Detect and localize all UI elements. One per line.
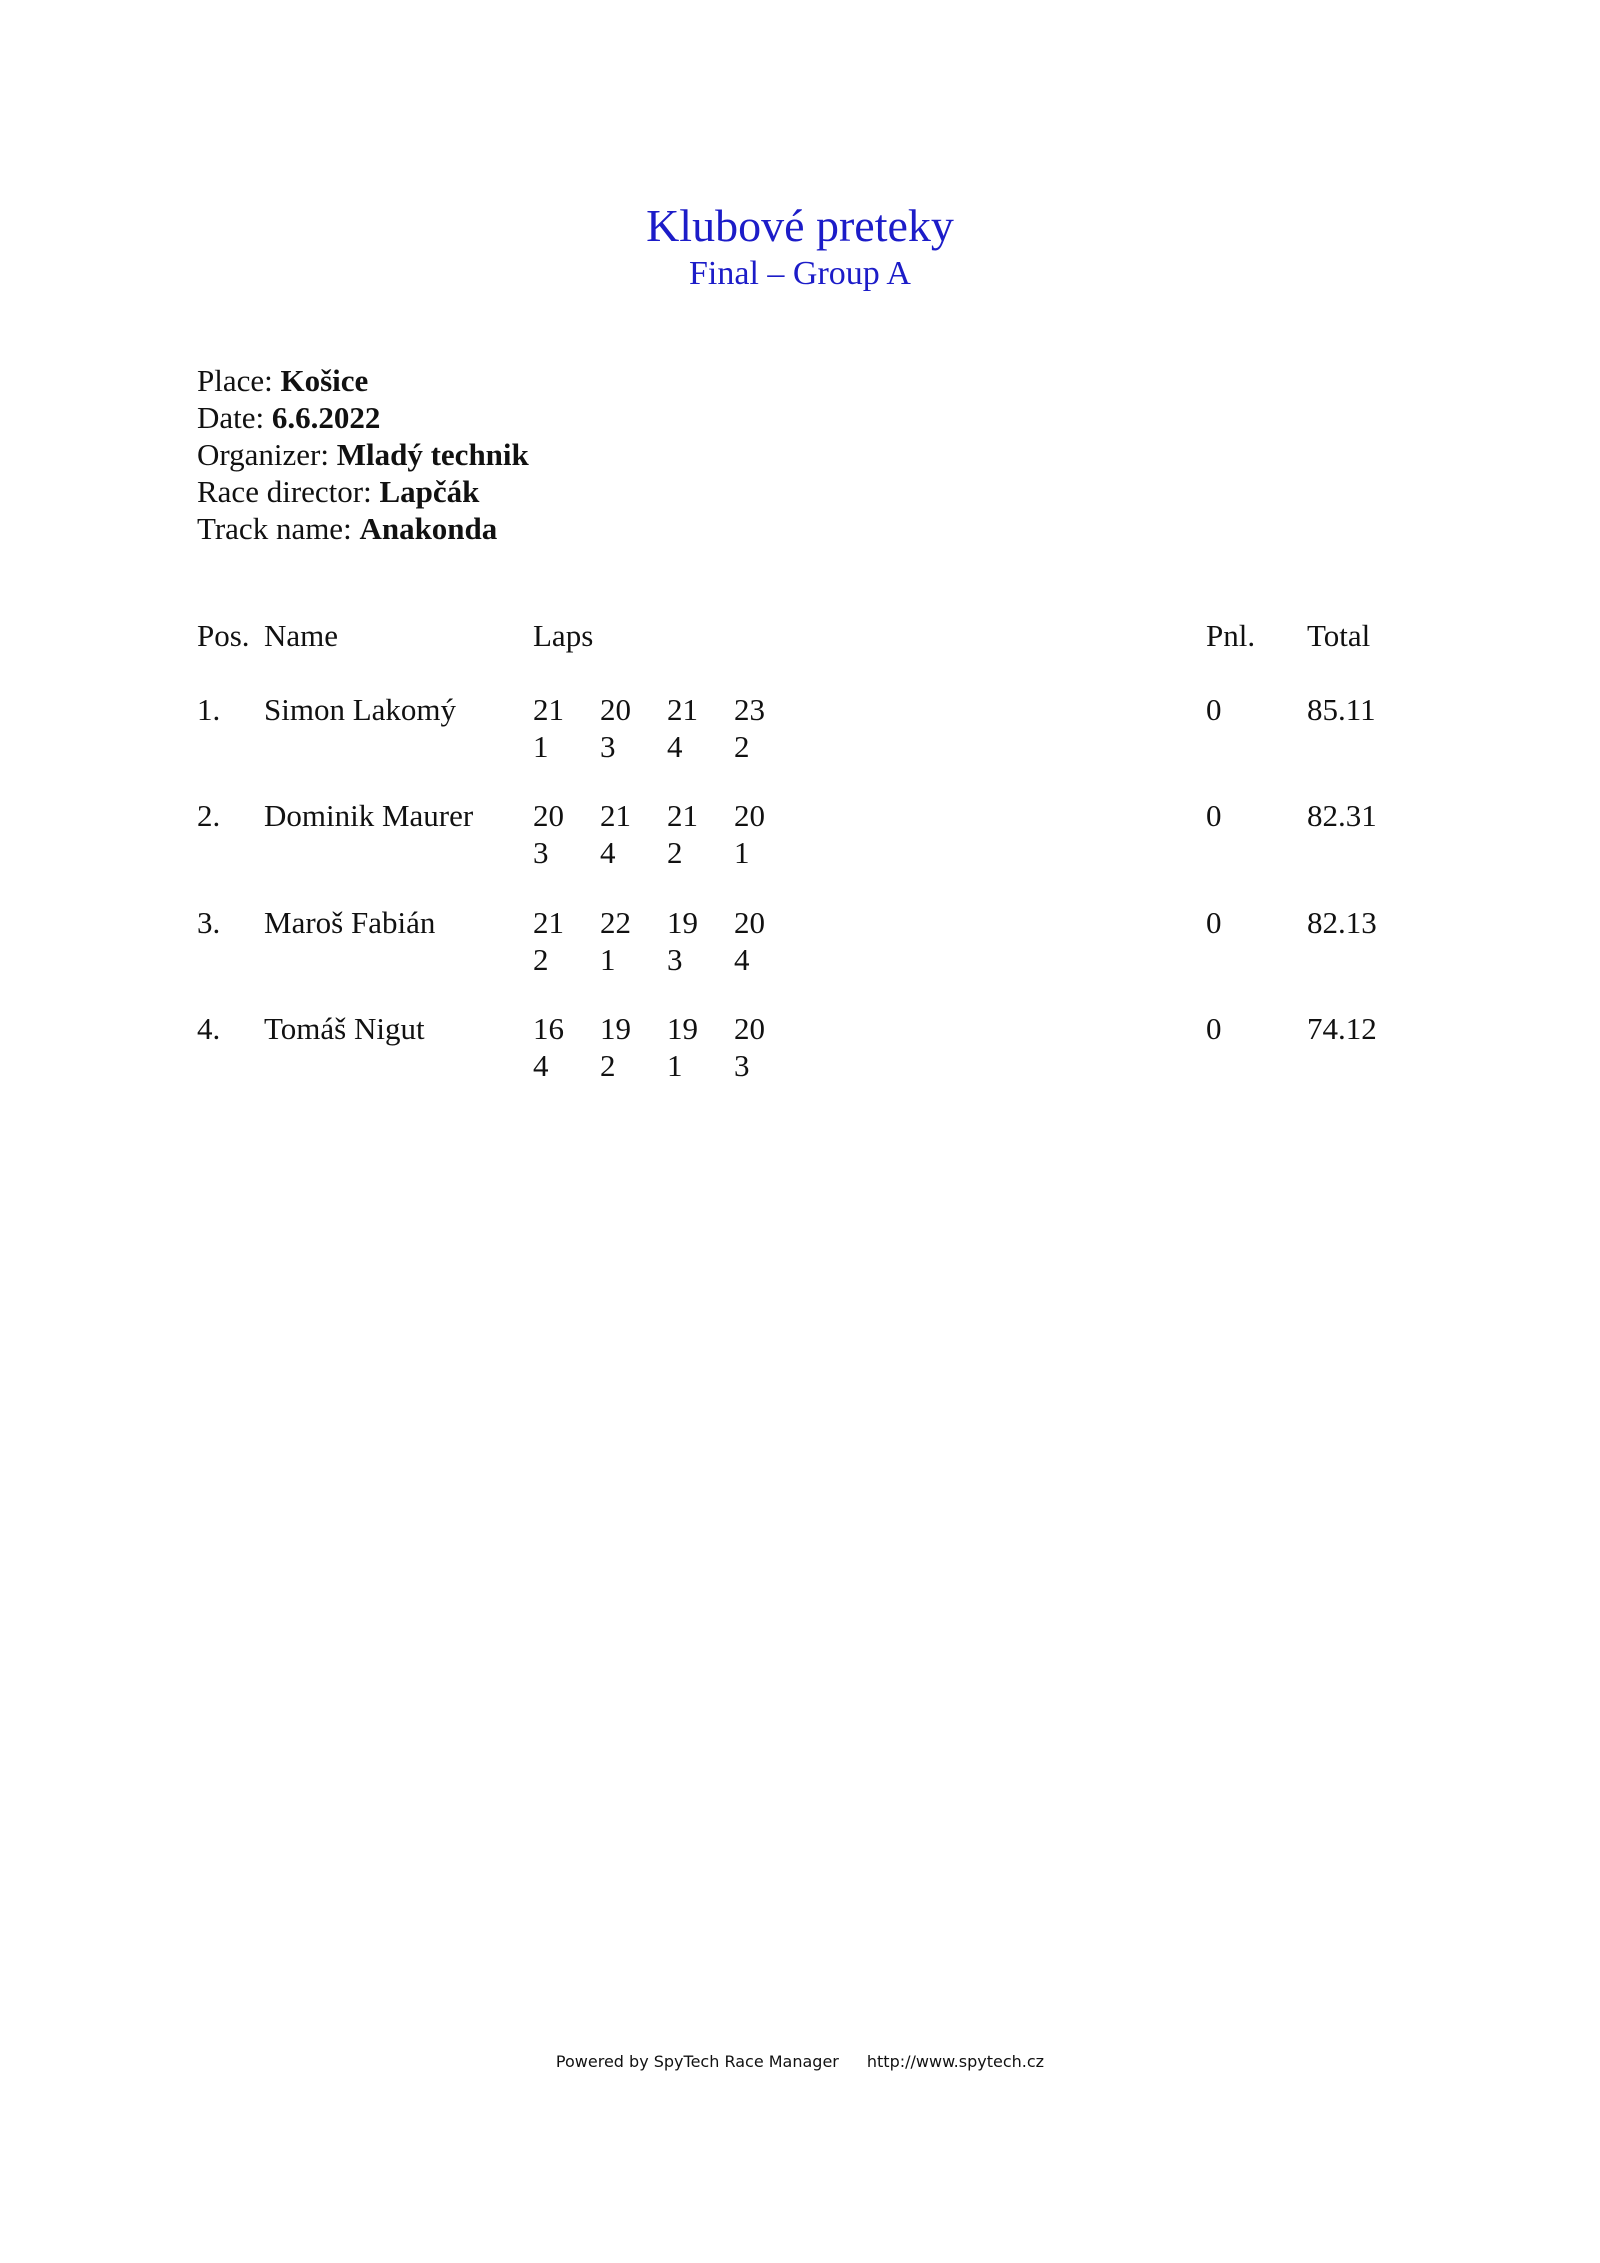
row-pos: 3. [197, 905, 221, 940]
info-value: Anakonda [359, 511, 498, 546]
col-header-name: Name [264, 618, 339, 653]
lap-value: 20 [734, 1011, 765, 1046]
lap-value: 21 [533, 905, 564, 940]
info-label: Track name: [197, 511, 352, 546]
row-name: Simon Lakomý [264, 692, 457, 727]
col-header-laps: Laps [533, 618, 594, 653]
row-name: Dominik Maurer [264, 798, 474, 833]
lap-value: 21 [667, 692, 698, 727]
page-title: Klubové preteky [646, 200, 954, 251]
lane-value: 1 [667, 1048, 683, 1083]
lane-value: 1 [533, 729, 549, 764]
row-pos: 2. [197, 798, 221, 833]
lane-value: 2 [533, 942, 549, 977]
lane-value: 2 [600, 1048, 616, 1083]
powered-by-text: Powered by SpyTech Race Manager [555, 2052, 839, 2071]
info-value: 6.6.2022 [271, 400, 381, 435]
row-pos: 1. [197, 692, 221, 727]
lane-value: 3 [533, 835, 549, 870]
row-total: 82.13 [1307, 905, 1377, 940]
info-label: Organizer: [197, 437, 329, 472]
lap-value: 22 [600, 905, 631, 940]
row-penalty: 0 [1206, 692, 1222, 727]
lane-value: 1 [734, 835, 750, 870]
lane-value: 4 [734, 942, 750, 977]
lane-value: 1 [600, 942, 616, 977]
lap-value: 20 [734, 905, 765, 940]
lap-value: 23 [734, 692, 765, 727]
lane-value: 2 [734, 729, 750, 764]
info-label: Race director: [197, 474, 372, 509]
col-header-total: Total [1307, 618, 1371, 653]
lane-value: 2 [667, 835, 683, 870]
lap-value: 21 [533, 692, 564, 727]
footer-url: http://www.spytech.cz [866, 2052, 1045, 2071]
info-value: Lapčák [379, 474, 480, 509]
col-header-pnl: Pnl. [1206, 618, 1256, 653]
lane-value: 4 [600, 835, 616, 870]
lap-value: 20 [533, 798, 564, 833]
lane-value: 3 [600, 729, 616, 764]
row-total: 85.11 [1307, 692, 1376, 727]
lane-value: 3 [667, 942, 683, 977]
lap-value: 19 [667, 1011, 698, 1046]
info-label: Place: [197, 363, 273, 398]
row-penalty: 0 [1206, 905, 1222, 940]
lane-value: 3 [734, 1048, 750, 1083]
row-name: Tomáš Nigut [264, 1011, 425, 1046]
lap-value: 20 [600, 692, 631, 727]
lap-value: 19 [600, 1011, 631, 1046]
row-penalty: 0 [1206, 1011, 1222, 1046]
lap-value: 19 [667, 905, 698, 940]
row-total: 74.12 [1307, 1011, 1377, 1046]
row-name: Maroš Fabián [264, 905, 436, 940]
lap-value: 21 [600, 798, 631, 833]
page-footer [0, 2052, 1600, 2072]
lap-value: 21 [667, 798, 698, 833]
col-header-pos: Pos. [197, 618, 250, 653]
lane-value: 4 [667, 729, 683, 764]
info-label: Date: [197, 400, 265, 435]
page-subtitle: Final – Group A [689, 255, 911, 292]
info-value: Mladý technik [336, 437, 529, 472]
info-value: Košice [280, 363, 369, 398]
row-penalty: 0 [1206, 798, 1222, 833]
lane-value: 4 [533, 1048, 549, 1083]
row-pos: 4. [197, 1011, 221, 1046]
lap-value: 20 [734, 798, 765, 833]
lap-value: 16 [533, 1011, 564, 1046]
row-total: 82.31 [1307, 798, 1377, 833]
